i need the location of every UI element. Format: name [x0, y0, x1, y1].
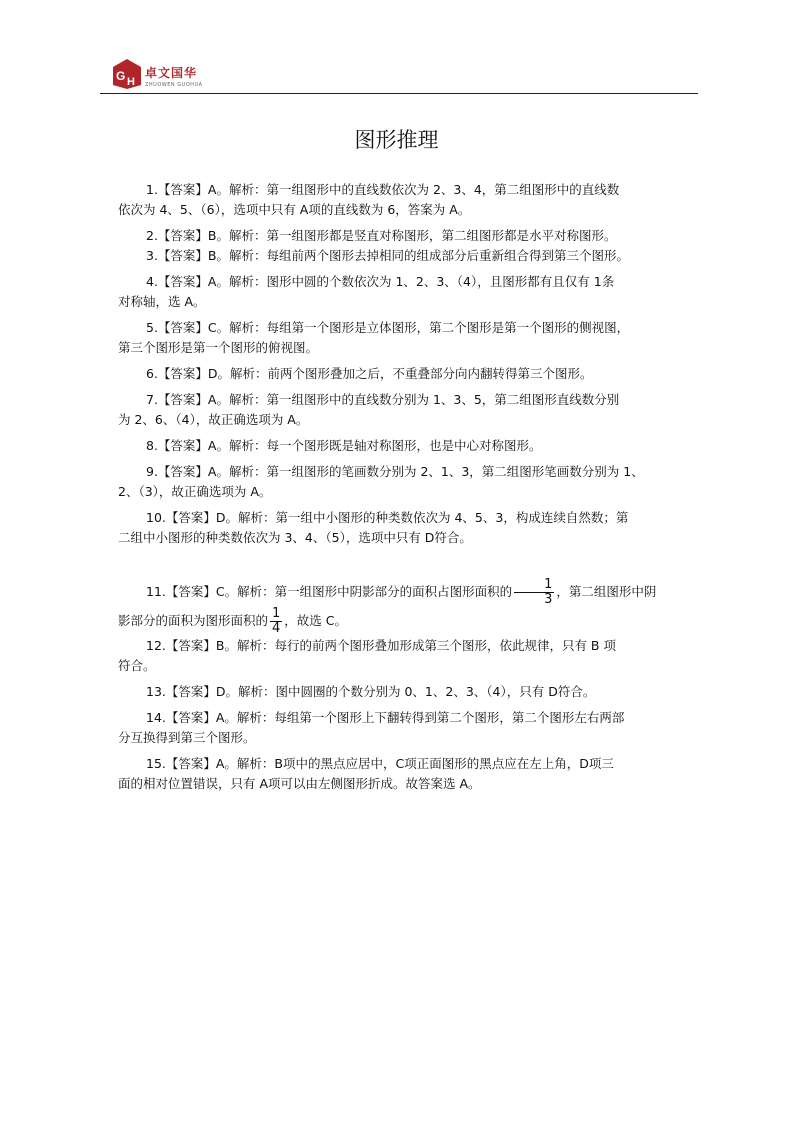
- answer-6: [118, 364, 700, 384]
- answer-line: 符合。: [118, 658, 156, 673]
- brand-name: 卓文国华: [145, 66, 198, 80]
- answer-line: 15.【答案】A。解析：B项中的黑点应居中，C项正面图形的黑点应在左上角，D项三: [146, 756, 614, 771]
- answer-line: 7.【答案】A。解析：第一组图形中的直线数分别为 1、3、5，第二组图形直线数分别: [146, 392, 620, 407]
- fraction-denominator: 3: [544, 592, 553, 607]
- answer-line: 依次为 4、5、（6），选项中只有 A项的直线数为 6，答案为 A。: [118, 202, 471, 217]
- answer-line: 14.【答案】A。解析：每组第一个图形上下翻转得到第二个图形，第二个图形左右两部: [146, 710, 625, 725]
- answer-line: 分互换得到第三个图形。: [118, 730, 256, 745]
- svg-text:G: G: [116, 69, 126, 83]
- page-header: [100, 56, 698, 96]
- answer-line: 12.【答案】B。解析：每行的前两个图形叠加形成第三个图形，依此规律，只有 B 项: [146, 638, 616, 653]
- answer-line: 为 2、6、（4），故正确选项为 A。: [118, 412, 309, 427]
- answer-line: 9.【答案】A。解析：第一组图形的笔画数分别为 2、1、3，第二组图形笔画数分别为 1、: [146, 464, 644, 479]
- fraction-numerator: 1: [514, 578, 554, 593]
- answer-7: [118, 390, 700, 430]
- brand-logo-icon: [112, 58, 142, 90]
- answer-5: [118, 318, 700, 358]
- answer-13: [118, 682, 700, 702]
- svg-text:H: H: [127, 76, 135, 88]
- answer-line: 对称轴，选 A。: [118, 294, 206, 309]
- answer-11-text-1: 11.【答案】C。解析：第一组图形中阴影部分的面积占图形面积的: [146, 584, 513, 599]
- answer-line: 2.【答案】B。解析：第一组图形都是竖直对称图形，第二组图形都是水平对称图形。: [146, 228, 617, 243]
- fraction-denominator: 4: [272, 621, 281, 636]
- answer-line: 5.【答案】C。解析：每组第一个图形是立体图形，第二个图形是第一个图形的侧视图，: [146, 320, 630, 335]
- answer-12: [118, 636, 700, 676]
- answer-list: [118, 180, 700, 794]
- answer-line: 8.【答案】A。解析：每一个图形既是轴对称图形，也是中心对称图形。: [146, 438, 542, 453]
- answer-line: 1.【答案】A。解析：第一组图形中的直线数依次为 2、3、4，第二组图形中的直线数: [146, 182, 620, 197]
- answer-line: 二组中小图形的种类数依次为 3、4、（5），选项中只有 D符合。: [118, 530, 472, 545]
- answer-11-text-3: 影部分的面积为图形面积的: [118, 613, 269, 628]
- fraction-one-quarter: [270, 607, 282, 636]
- answer-line: 13.【答案】D。解析：图中圆圈的个数分别为 0、1、2、3、（4），只有 D符合。: [146, 684, 596, 699]
- answer-line: 10.【答案】D。解析：第一组中小图形的种类数依次为 4、5、3，构成连续自然数；第: [146, 510, 629, 525]
- answer-9: [118, 462, 700, 502]
- answer-11-text-2: ，第二组图形中阴: [556, 584, 657, 599]
- fraction-one-third: [514, 578, 554, 607]
- answer-15: [118, 754, 700, 794]
- answer-line: 面的相对位置错误，只有 A项可以由左侧图形折成。故答案选 A。: [118, 776, 481, 791]
- answer-2: [118, 226, 700, 246]
- answer-10: [118, 508, 700, 548]
- header-divider: [100, 93, 698, 94]
- brand-subtitle: ZHUOWEN GUOHUA: [145, 82, 203, 88]
- answer-line: 3.【答案】B。解析：每组前两个图形去掉相同的组成部分后重新组合得到第三个图形。: [146, 248, 630, 263]
- answer-3: [118, 246, 700, 266]
- answer-8: [118, 436, 700, 456]
- answer-line: 第三个图形是第一个图形的俯视图。: [118, 340, 319, 355]
- answer-11-text-4: ，故选 C。: [284, 613, 347, 628]
- answer-line: 2、（3），故正确选项为 A。: [118, 484, 272, 499]
- answer-line: 6.【答案】D。解析：前两个图形叠加之后，不重叠部分向内翻转得第三个图形。: [146, 366, 593, 381]
- answer-line: 4.【答案】A。解析：图形中圆的个数依次为 1、2、3、（4），且图形都有且仅有 1条: [146, 274, 615, 289]
- fraction-numerator: 1: [272, 606, 281, 621]
- answer-1: [118, 180, 700, 220]
- answer-4: [118, 272, 700, 312]
- answer-14: [118, 708, 700, 748]
- answer-11: [118, 578, 700, 636]
- page-title: 图形推理: [354, 128, 439, 152]
